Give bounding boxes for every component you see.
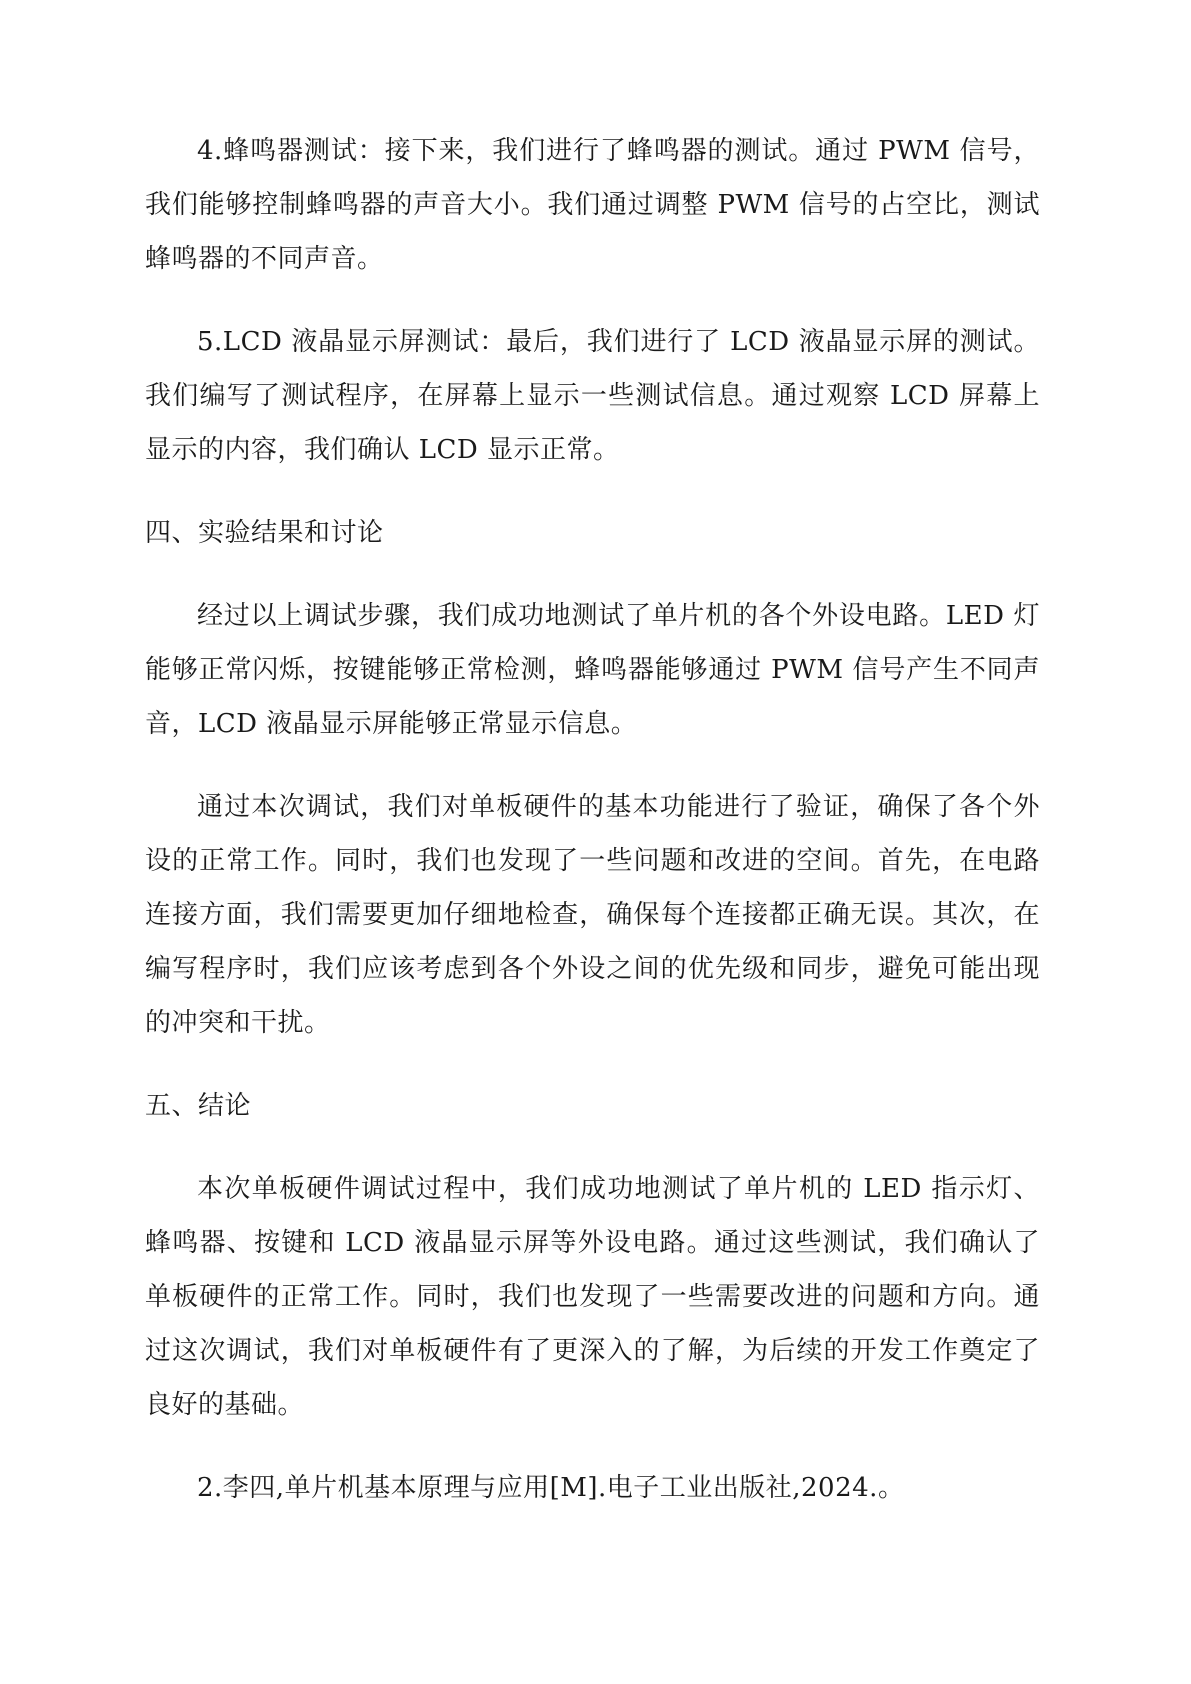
- paragraph-discussion: 通过本次调试，我们对单板硬件的基本功能进行了验证，确保了各个外设的正常工作。同时，我们也发现了一些问题和改进的空间。首先，在电路连接方面，我们需要更加仔细地检查，确保每个连接都正确无误。其次，在编写程序时，我们应该考虑到各个外设之间的优先级和同步，避免可能出现的冲突和干扰。: [145, 792, 1040, 1038]
- section-heading-conclusion: 五、结论: [145, 1091, 252, 1121]
- reference-entry: 2.李四,单片机基本原理与应用[M].电子工业出版社,2024.。: [197, 1473, 905, 1503]
- paragraph-results-summary: 经过以上调试步骤，我们成功地测试了单片机的各个外设电路。LED 灯能够正常闪烁，按键能够正常检测，蜂鸣器能够通过 PWM 信号产生不同声音，LCD 液晶显示屏能够正常显示信息。: [145, 601, 1040, 739]
- paragraph-conclusion: 本次单板硬件调试过程中，我们成功地测试了单片机的 LED 指示灯、蜂鸣器、按键和 LCD 液晶显示屏等外设电路。通过这些测试，我们确认了单板硬件的正常工作。同时，我们也发现了一些需要改进的问题和方向。通过这次调试，我们对单板硬件有了更深入的了解，为后续的开发工作奠定了良好的基础。: [145, 1174, 1040, 1420]
- paragraph-buzzer-test: 4.蜂鸣器测试：接下来，我们进行了蜂鸣器的测试。通过 PWM 信号，我们能够控制蜂鸣器的声音大小。我们通过调整 PWM 信号的占空比，测试蜂鸣器的不同声音。: [145, 136, 1040, 274]
- paragraph-lcd-test: 5.LCD 液晶显示屏测试：最后，我们进行了 LCD 液晶显示屏的测试。我们编写了测试程序，在屏幕上显示一些测试信息。通过观察 LCD 屏幕上显示的内容，我们确认 LCD 显示正常。: [145, 327, 1040, 465]
- section-heading-results: 四、实验结果和讨论: [145, 518, 384, 548]
- document-page: [145, 124, 1040, 1544]
